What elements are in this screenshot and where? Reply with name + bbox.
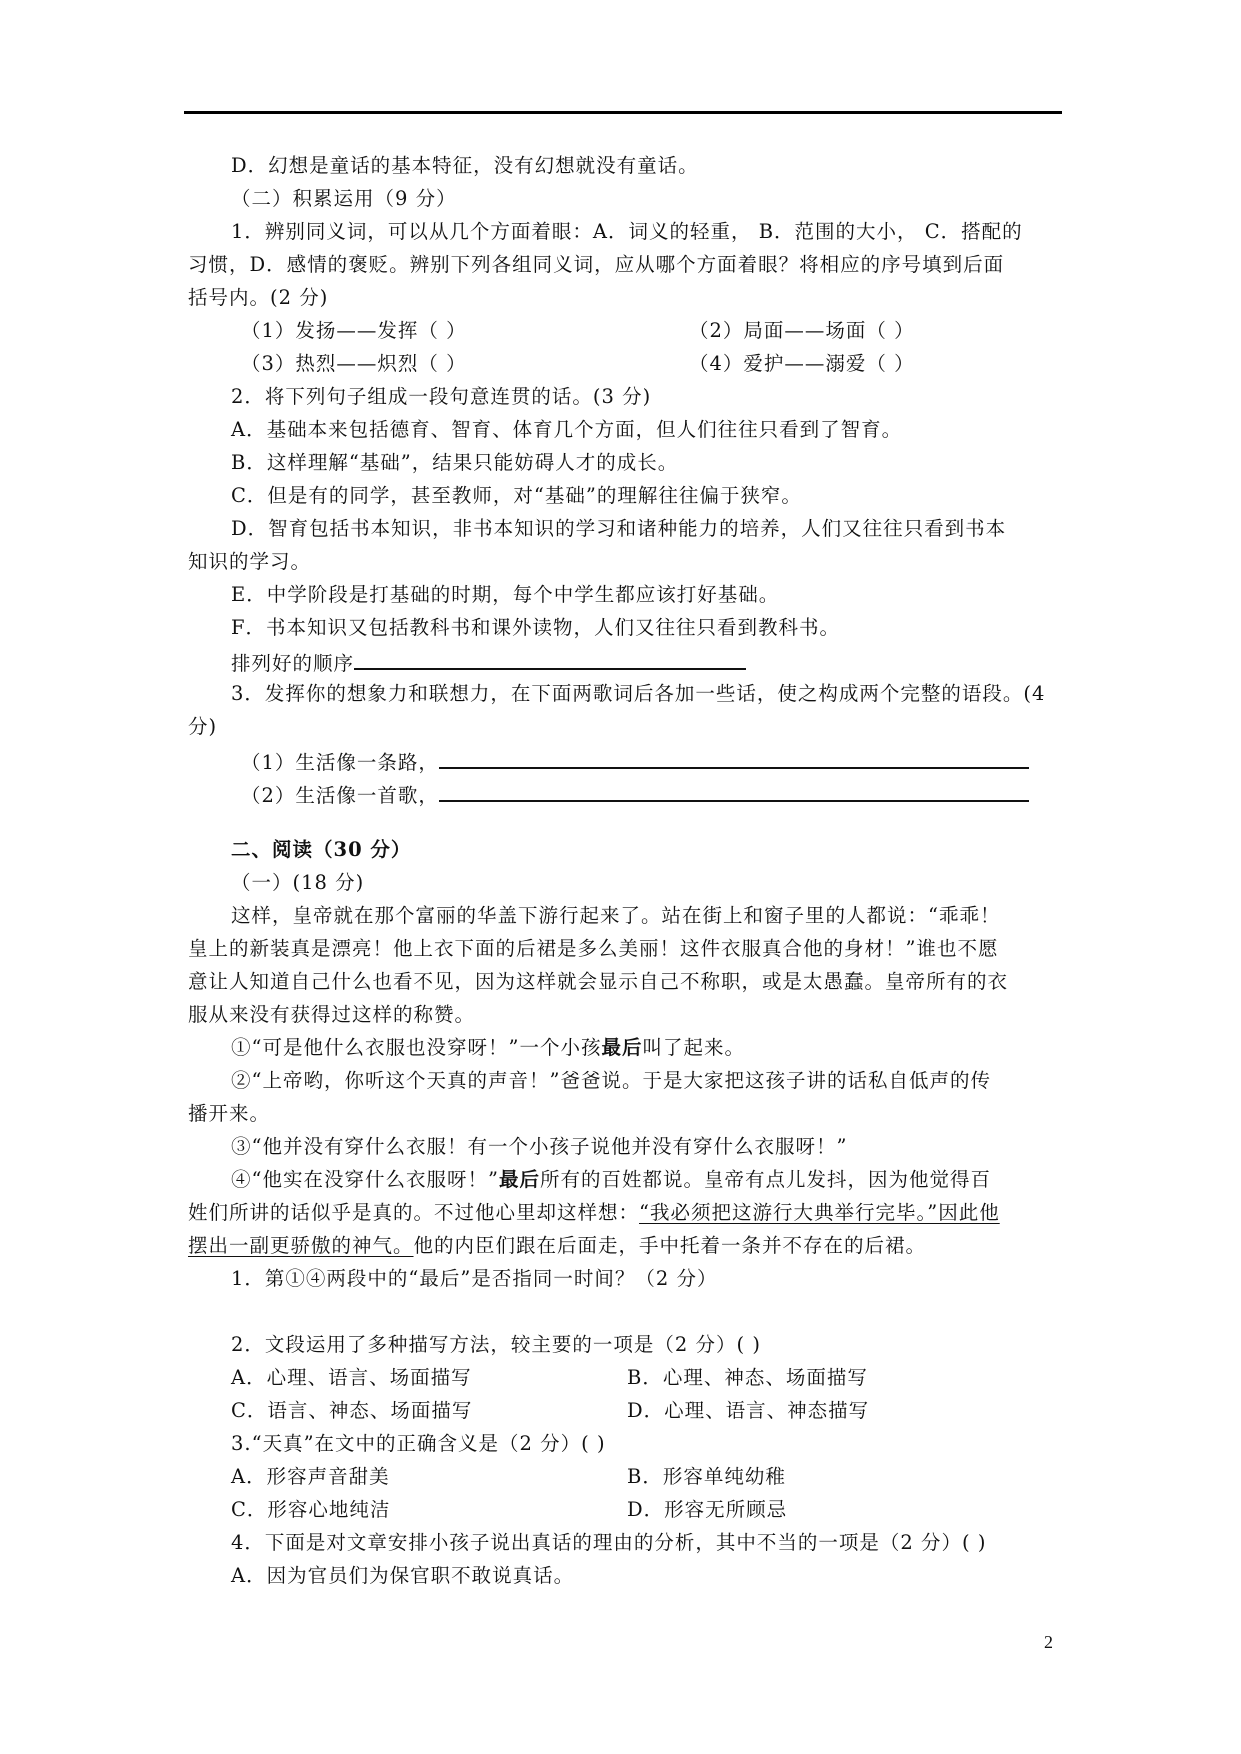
reading-question-1: 1．第①④两段中的“最后”是否指同一时间？（2 分） <box>231 1267 718 1290</box>
passage-line <box>188 1233 926 1259</box>
choice-d: D．形容无所顾忌 <box>627 1498 788 1521</box>
underlined-text: 摆出一副更骄傲的神气。 <box>188 1234 414 1257</box>
answer-blank[interactable] <box>439 747 1029 769</box>
passage-text: 所有的百姓都说。皇帝有点儿发抖，因为他觉得百 <box>539 1168 991 1191</box>
option-d-line: D．幻想是童话的基本特征，没有幻想就没有童话。 <box>231 154 699 177</box>
order-answer-line <box>231 648 746 677</box>
synonym-item: （1）发扬——发挥（ ） <box>241 319 467 342</box>
header-rule <box>184 111 1062 114</box>
lyric-prompt: （1）生活像一条路， <box>241 751 439 774</box>
choice-b: B．形容单纯幼稚 <box>627 1465 786 1488</box>
emphasized-word: 最后 <box>498 1168 540 1191</box>
reading-question-2: 2．文段运用了多种描写方法，较主要的一项是（2 分）( ) <box>231 1333 761 1356</box>
passage-line: 皇上的新装真是漂亮！他上衣下面的后裙是多么美丽！这件衣服真合他的身材！”谁也不愿 <box>188 937 999 960</box>
reading-question-3: 3.“天真”在文中的正确含义是（2 分）( ) <box>231 1432 606 1455</box>
sentence-option: D．智育包括书本知识，非书本知识的学习和诸种能力的培养，人们又往往只看到书本 <box>231 517 1007 540</box>
lyric-prompt: （2）生活像一首歌， <box>241 784 439 807</box>
passage-line: ②“上帝哟，你听这个天真的声音！”爸爸说。于是大家把这孩子讲的话私自低声的传 <box>231 1069 991 1092</box>
reading-question-4: 4．下面是对文章安排小孩子说出真话的理由的分析，其中不当的一项是（2 分）( ) <box>231 1531 987 1554</box>
emphasized-word: 最后 <box>601 1036 643 1059</box>
choice-c: C．语言、神态、场面描写 <box>231 1399 473 1422</box>
passage-text: ①“可是他什么衣服也没穿呀！”一个小孩 <box>231 1036 602 1059</box>
synonym-item: （3）热烈——炽烈（ ） <box>241 352 467 375</box>
choice-a: A．形容声音甜美 <box>231 1465 390 1488</box>
underlined-text: “我必须把这游行大典举行完毕。”因此他 <box>639 1201 1000 1224</box>
passage-line: ③“他并没有穿什么衣服！有一个小孩子说他并没有穿什么衣服呀！” <box>231 1135 848 1158</box>
passage-line: 这样，皇帝就在那个富丽的华盖下游行起来了。站在街上和窗子里的人都说：“乖乖！ <box>231 904 1001 927</box>
passage-line <box>231 1167 991 1193</box>
question-3-line: 3．发挥你的想象力和联想力，在下面两歌词后各加一些话，使之构成两个完整的语段。(4 <box>231 682 1046 705</box>
synonym-item: （4）爱护——溺爱（ ） <box>689 352 915 375</box>
answer-blank[interactable] <box>354 648 746 670</box>
passage-text: 他的内臣们跟在后面走，手中托着一条并不存在的后裙。 <box>413 1234 927 1257</box>
choice-a: A．因为官员们为保官职不敢说真话。 <box>231 1564 575 1587</box>
lyric-completion-line <box>241 747 1029 776</box>
lyric-completion-line <box>241 780 1029 809</box>
page-number: 2 <box>1044 1632 1053 1652</box>
synonym-item: （2）局面——场面（ ） <box>689 319 915 342</box>
choice-c: C．形容心地纯洁 <box>231 1498 391 1521</box>
passage-line <box>231 1035 745 1061</box>
sentence-option: A．基础本来包括德育、智育、体育几个方面，但人们往往只看到了智育。 <box>231 418 903 441</box>
choice-a: A．心理、语言、场面描写 <box>231 1366 472 1389</box>
question-2-line: 2．将下列句子组成一段句意连贯的话。(3 分) <box>231 385 652 408</box>
question-1-line: 括号内。(2 分) <box>188 286 329 309</box>
sentence-option: C．但是有的同学，甚至教师，对“基础”的理解往往偏于狭窄。 <box>231 484 802 507</box>
question-3-line: 分) <box>188 715 218 738</box>
sentence-option: 知识的学习。 <box>188 550 312 573</box>
passage-text: ④“他实在没穿什么衣服呀！” <box>231 1168 499 1191</box>
choice-b: B．心理、神态、场面描写 <box>627 1366 868 1389</box>
question-1-line: 1．辨别同义词，可以从几个方面着眼：A．词义的轻重， B．范围的大小， C．搭配的 <box>231 220 1023 243</box>
reading-section-title: 二、阅读（30 分） <box>231 838 412 861</box>
passage-line: 意让人知道自己什么也看不见，因为这样就会显示自己不称职，或是太愚蠢。皇帝所有的衣 <box>188 970 1009 993</box>
section-heading: （二）积累运用（9 分） <box>231 187 457 210</box>
passage-line: 服从来没有获得过这样的称赞。 <box>188 1003 476 1026</box>
sentence-option: B．这样理解“基础”，结果只能妨碍人才的成长。 <box>231 451 679 474</box>
order-label: 排列好的顺序 <box>231 652 355 675</box>
answer-blank[interactable] <box>439 780 1029 802</box>
passage-text: 姓们所讲的话似乎是真的。不过他心里却这样想： <box>188 1201 640 1224</box>
choice-d: D．心理、语言、神态描写 <box>627 1399 870 1422</box>
passage-text: 叫了起来。 <box>642 1036 745 1059</box>
sentence-option: F．书本知识又包括教科书和课外读物，人们又往往只看到教科书。 <box>231 616 841 639</box>
reading-part-heading: （一）(18 分) <box>231 871 365 894</box>
passage-line <box>188 1200 1000 1226</box>
sentence-option: E．中学阶段是打基础的时期，每个中学生都应该打好基础。 <box>231 583 780 606</box>
passage-line: 播开来。 <box>188 1102 271 1125</box>
question-1-line: 习惯，D．感情的褒贬。辨别下列各组同义词，应从哪个方面着眼？将相应的序号填到后面 <box>188 253 1005 276</box>
